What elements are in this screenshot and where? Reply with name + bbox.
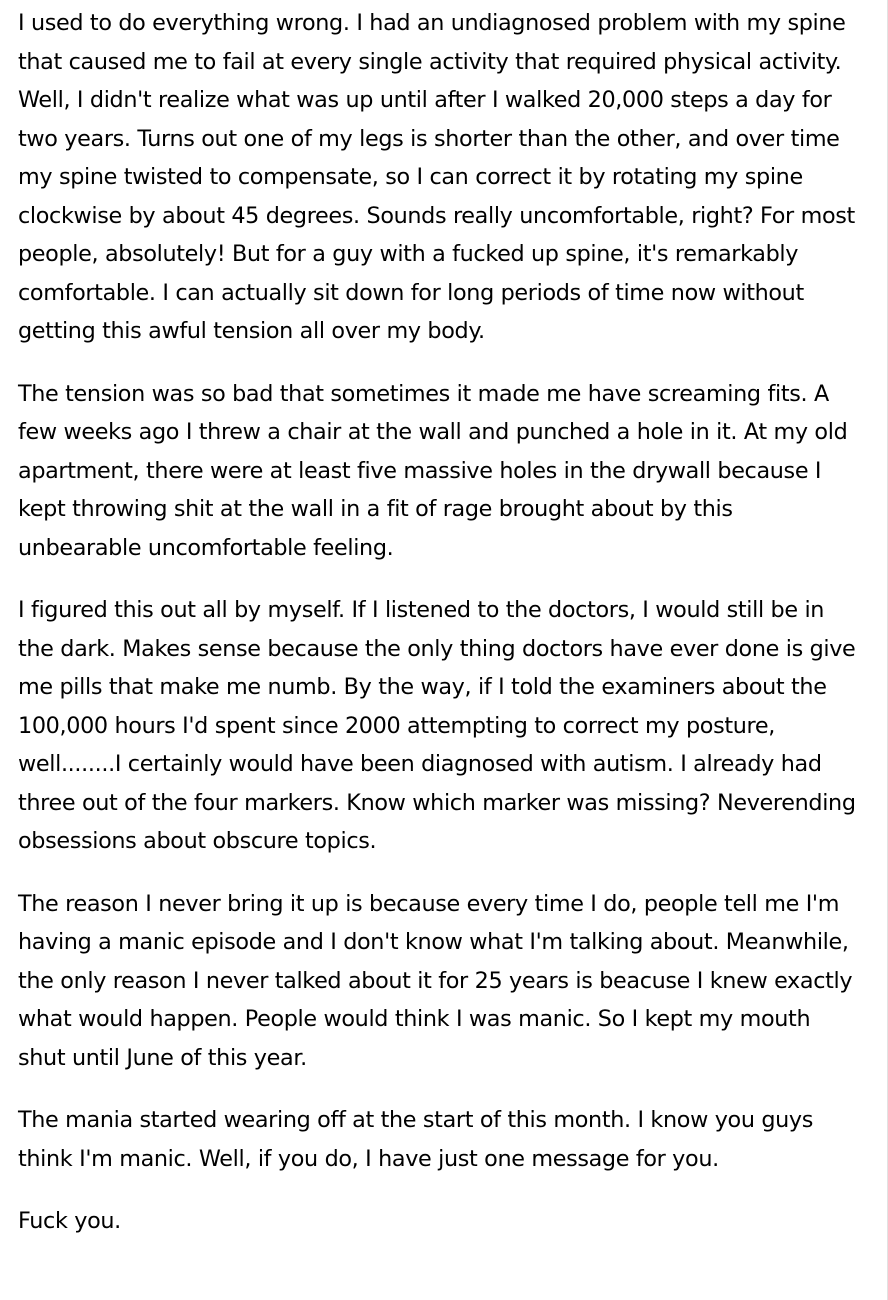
paragraph-4: The reason I never bring it up is because every time I do, people tell me I'm having a manic episode and I don't know what I'm talking about. Meanwhile, the only reason I never talked about it for 25 years is beacuse I knew exactly what would happen. People would think I was manic. So I kept my mouth shut until June of this year. [18, 890, 853, 1071]
paragraph-3: I figured this out all by myself. If I listened to the doctors, I would still be in the dark. Makes sense because the only thing doctors have ever done is give me pills that make me numb. By the way, if I told the examiners about the 100,000 hours I'd spent since 2000 attempting to correct my posture, well........I certainly would have been diagnosed with autism. I already had three out of the four markers. Know which marker was missing? Neverending obsessions about obscure topics. [18, 597, 856, 854]
paragraph-6: Fuck you. [18, 1208, 121, 1234]
paragraph-1: I used to do everything wrong. I had an undiagnosed problem with my spine that caused me to fail at every single activity that required physical activity. Well, I didn't realize what was up until after I walked 20,000 steps a day for two years. Turns out one of my legs is shorter than the other, and over time my spine twisted to compensate, so I can correct it by rotating my spine clockwise by about 45 degrees. Sounds really uncomfortable, right? For most people, absolutely! But for a guy with a fucked up spine, it's remarkably comfortable. I can actually sit down for long periods of time now without getting this awful tension all over my body. [18, 10, 855, 344]
paragraph-2: The tension was so bad that sometimes it made me have screaming fits. A few weeks ago I threw a chair at the wall and punched a hole in it. At my old apartment, there were at least five massive holes in the drywall because I kept throwing shit at the wall in a fit of rage brought about by this unbearable uncomfortable feeling. [18, 380, 848, 561]
paragraph-5: The mania started wearing off at the start of this month. I know you guys think I'm manic. Well, if you do, I have just one message for you. [18, 1107, 814, 1172]
